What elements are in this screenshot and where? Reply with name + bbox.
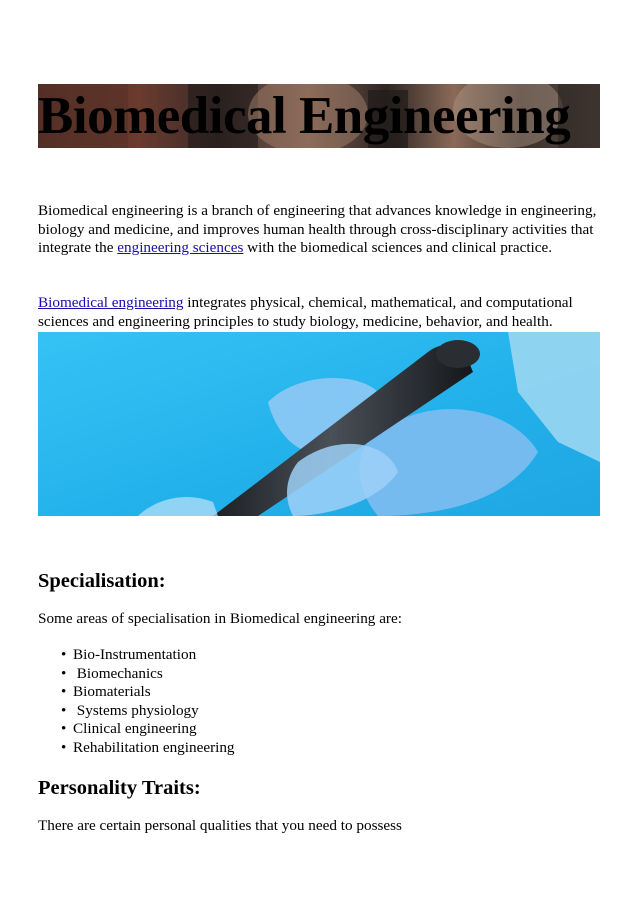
intro-paragraph xyxy=(38,202,600,258)
page-title: Biomedical Engineering xyxy=(38,87,571,145)
bullet-icon: • xyxy=(61,701,67,719)
integration-paragraph xyxy=(38,294,600,331)
bullet-icon: • xyxy=(61,664,67,682)
personality-traits-heading: Personality Traits: xyxy=(38,777,201,799)
bullet-icon: • xyxy=(61,738,67,756)
list-item xyxy=(38,720,235,739)
intro-text-before-link: Biomedical engineering is a branch of engineering that advances knowledge in engineering, biology and medicine, and improves human health through cross-disciplinary activities that integrate the xyxy=(38,202,597,256)
list-item-text: Bio-Instrumentation xyxy=(73,646,197,663)
list-item xyxy=(38,739,235,758)
bullet-icon: • xyxy=(61,683,67,700)
list-item-text: Clinical engineering xyxy=(73,720,197,737)
list-item-text: Biomechanics xyxy=(73,664,163,682)
specialisation-lead: Some areas of specialisation in Biomedical engineering are: xyxy=(38,610,402,627)
integration-text: integrates physical, chemical, mathematical, and computational sciences and engineering principles to study biology, medicine, behavior, and health. xyxy=(38,294,573,330)
list-item-text: Systems physiology xyxy=(73,701,199,719)
list-item xyxy=(38,665,235,684)
list-item xyxy=(38,702,235,721)
bullet-icon: • xyxy=(61,646,67,663)
list-item-text: Rehabilitation engineering xyxy=(73,738,235,756)
title-banner xyxy=(38,84,600,148)
bullet-icon: • xyxy=(61,720,67,737)
personality-lead: There are certain personal qualities that you need to possess xyxy=(38,817,402,834)
list-item-text: Biomaterials xyxy=(73,683,151,700)
engineering-sciences-link[interactable]: engineering sciences xyxy=(117,239,244,256)
gloved-hand-holding-tube-image xyxy=(38,332,600,516)
lab-tube-photo xyxy=(38,332,600,516)
list-item xyxy=(38,646,235,665)
intro-text-after-link: with the biomedical sciences and clinical practice. xyxy=(243,239,553,256)
specialisation-heading: Specialisation: xyxy=(38,570,166,592)
specialisation-list xyxy=(38,646,235,757)
biomedical-engineering-link[interactable]: Biomedical engineering xyxy=(38,294,184,311)
list-item xyxy=(38,683,235,702)
